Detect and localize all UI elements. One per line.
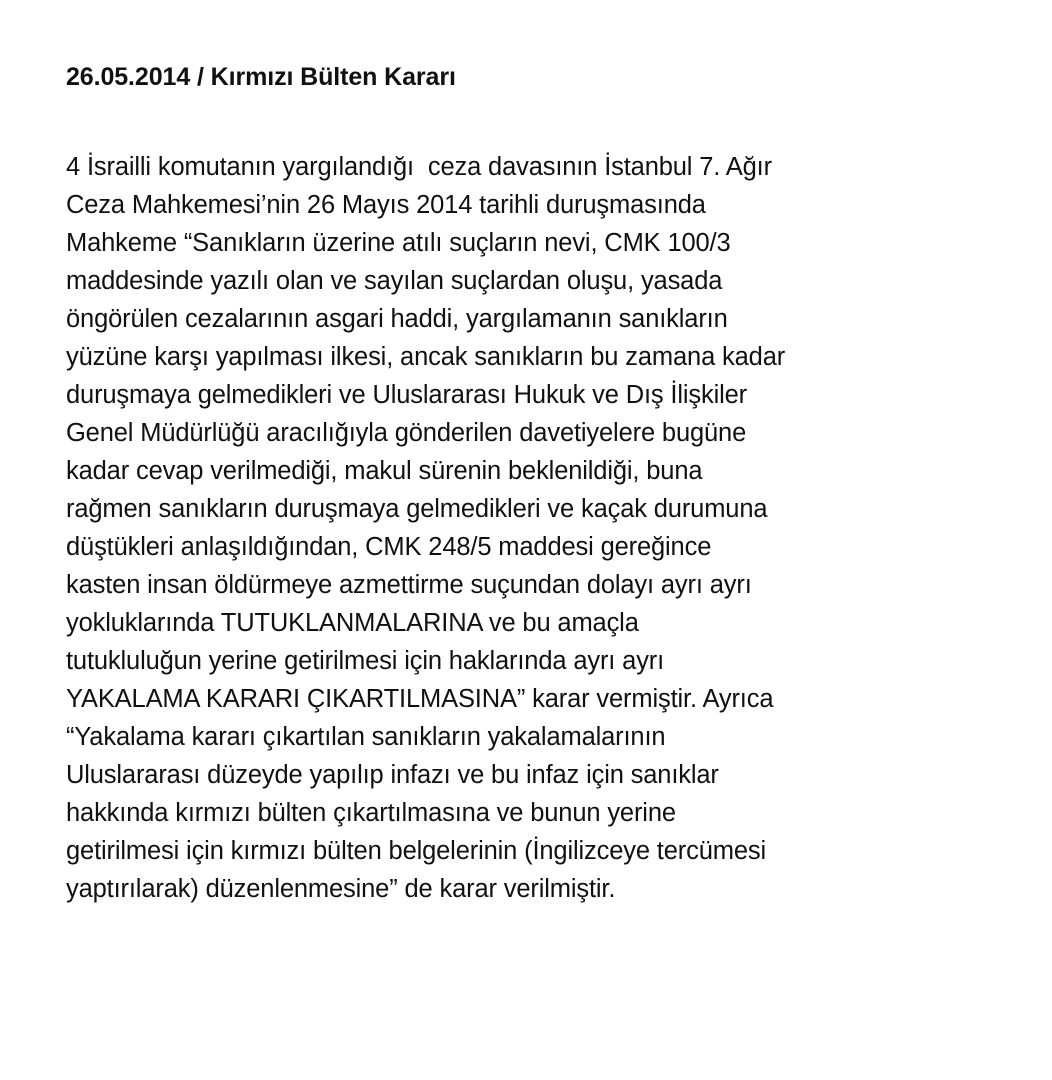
paragraph-line: düştükleri anlaşıldığından, CMK 248/5 maddesi gereğince (66, 533, 712, 561)
paragraph-line: Genel Müdürlüğü aracılığıyla gönderilen davetiyelere bugüne (66, 419, 747, 447)
paragraph-line: kasten insan öldürmeye azmettirme suçundan dolayı ayrı ayrı (66, 571, 752, 599)
document-paragraph (66, 148, 1026, 908)
paragraph-line: 4 İsrailli komutanın yargılandığı ceza davasının İstanbul 7. Ağır (66, 153, 772, 181)
paragraph-line: duruşmaya gelmedikleri ve Uluslararası Hukuk ve Dış İlişkiler (66, 381, 747, 409)
paragraph-line: tutukluluğun yerine getirilmesi için haklarında ayrı ayrı (66, 647, 665, 675)
paragraph-line: getirilmesi için kırmızı bülten belgelerinin (İngilizceye tercümesi (66, 837, 766, 865)
document-title: 26.05.2014 / Kırmızı Bülten Kararı (66, 63, 456, 91)
paragraph-line: maddesinde yazılı olan ve sayılan suçlardan oluşu, yasada (66, 267, 723, 295)
document-page (66, 58, 1026, 908)
paragraph-line: hakkında kırmızı bülten çıkartılmasına ve bunun yerine (66, 799, 676, 827)
paragraph-line: “Yakalama kararı çıkartılan sanıkların yakalamalarının (66, 723, 666, 751)
paragraph-line: YAKALAMA KARARI ÇIKARTILMASINA” karar vermiştir. Ayrıca (66, 685, 774, 713)
paragraph-line: Uluslararası düzeyde yapılıp infazı ve bu infaz için sanıklar (66, 761, 719, 789)
paragraph-line: Ceza Mahkemesi’nin 26 Mayıs 2014 tarihli duruşmasında (66, 191, 706, 219)
paragraph-line: rağmen sanıkların duruşmaya gelmedikleri ve kaçak durumuna (66, 495, 768, 523)
paragraph-line: kadar cevap verilmediği, makul sürenin beklenildiği, buna (66, 457, 703, 485)
paragraph-line: öngörülen cezalarının asgari haddi, yargılamanın sanıkların (66, 305, 728, 333)
paragraph-line: yaptırılarak) düzenlenmesine” de karar verilmiştir. (66, 875, 616, 903)
paragraph-line: yokluklarında TUTUKLANMALARINA ve bu amaçla (66, 609, 639, 637)
paragraph-line: Mahkeme “Sanıkların üzerine atılı suçların nevi, CMK 100/3 (66, 229, 731, 257)
paragraph-line: yüzüne karşı yapılması ilkesi, ancak sanıkların bu zamana kadar (66, 343, 786, 371)
